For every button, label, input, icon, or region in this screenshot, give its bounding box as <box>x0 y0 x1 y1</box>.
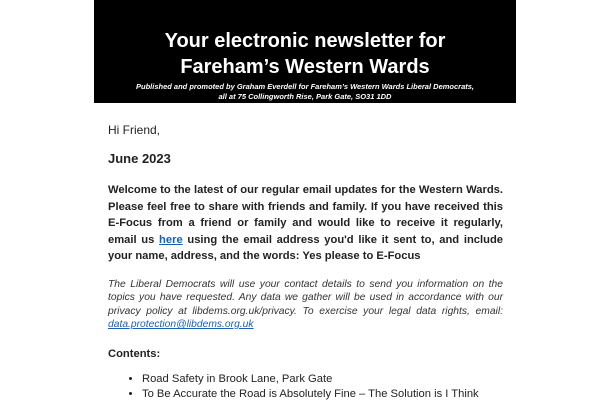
banner-imprint-line-2: all at 75 Collingworth Rise, Park Gate, SO31 1DD <box>218 92 392 101</box>
welcome-text-start: Welcome to the latest of our regular email updates for the Western Wards. Please feel free to share with friends and family. If you have received this E-Focus from a friend or family and would like to receive it regularly, email us <box>108 184 503 246</box>
data-protection-email-link[interactable]: data.protection@libdems.org.uk <box>108 319 254 330</box>
privacy-notice <box>108 278 503 332</box>
welcome-paragraph <box>108 182 503 265</box>
subscribe-here-link[interactable]: here <box>159 233 183 246</box>
privacy-text: The Liberal Democrats will use your contact details to send you information on the topics you have requested. Any data we gather will be used in accordance with our privacy policy at libdems.org.uk/privacy. To exercise your legal data rights, email: <box>108 278 503 317</box>
issue-date-heading: June 2023 <box>108 151 171 166</box>
list-item: • To Be Accurate the Road is Absolutely Fine – The Solution is I Think <box>142 387 503 402</box>
banner-title-line-1: Your electronic newsletter for <box>164 30 446 52</box>
contents-list <box>108 372 503 402</box>
banner-imprint-line-1: Published and promoted by Graham Everdell for Fareham’s Western Wards Liberal Democrats, <box>135 82 475 91</box>
newsletter-banner <box>94 0 516 103</box>
welcome-text-end: using the email address you'd like it sent to, and include your name, address, and the words: Yes please to E-Focus <box>108 233 503 262</box>
greeting: Hi Friend, <box>108 123 161 137</box>
banner-title-line-2: Fareham’s Western Wards <box>180 56 430 78</box>
list-item: • Road Safety in Brook Lane, Park Gate <box>142 372 503 387</box>
contents-heading: Contents: <box>108 347 161 360</box>
email-body <box>108 122 503 402</box>
